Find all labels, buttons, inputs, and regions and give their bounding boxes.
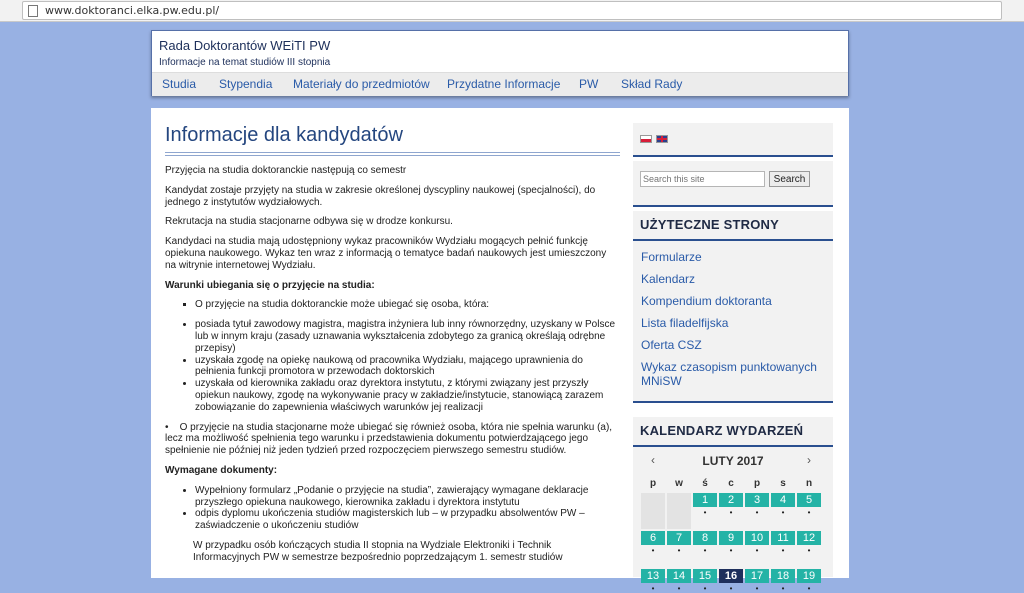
calendar-weekday: s xyxy=(780,478,786,489)
calendar-weekday: ś xyxy=(702,478,708,489)
calendar-event-dot: • xyxy=(677,546,681,555)
calendar-event-dot: • xyxy=(677,584,681,593)
search-input[interactable] xyxy=(640,171,765,187)
language-switcher xyxy=(633,123,833,157)
extra-condition-text: O przyjęcie na studia stacjonarne może ubiegać się również osoba, która nie spełnia warunku (a), lecz ma możliwość spełnienia tego warunku i przedstawienia dokumentu potwierdzającego jego spełnienie nie później niż jeden tydzień przed rozpoczęciem pierwszego semestru studiów. xyxy=(165,421,613,457)
paragraph-wykaz: Kandydaci na studia mają udostępniony wykaz pracowników Wydziału mogących pełnić funkcję opiekuna naukowego. Wykaz ten wraz z informacją o tematyce badań naukowych jest umieszczony na witrynie internetowej Wydziału. xyxy=(165,236,607,271)
calendar-event-dot: • xyxy=(703,508,707,517)
nav-studia[interactable]: Studia xyxy=(162,77,197,91)
site-subtitle: Informacje na temat studiów III stopnia xyxy=(159,57,331,68)
conditions-list xyxy=(195,319,620,413)
calendar-event-dot: • xyxy=(703,546,707,555)
calendar-empty-cell xyxy=(641,493,665,529)
paragraph-rekrutacja: Rekrutacja na studia stacjonarne odbywa się w drodze konkursu. xyxy=(165,216,453,228)
url-text[interactable]: www.doktoranci.elka.pw.edu.pl/ xyxy=(45,4,220,17)
list-item: • odpis dyplomu ukończenia studiów magisterskich lub – w przypadku absolwentów PW – zaświadczenie o ukończeniu studiów xyxy=(195,508,620,532)
calendar-day[interactable]: 15 xyxy=(693,569,717,583)
docs-note: W przypadku osób kończących studia II stopnia na Wydziale Elektroniki i Technik Informacyjnych PW w semestrze bezpośrednio poprzedzającym 1. semestr studiów xyxy=(193,539,563,563)
events-calendar-widget xyxy=(633,417,833,593)
calendar-day[interactable]: 2 xyxy=(719,493,743,507)
calendar-event-dot: • xyxy=(729,508,733,517)
search-widget xyxy=(633,161,833,207)
site-header xyxy=(151,30,849,96)
paragraph-kandydat: Kandydat zostaje przyjęty na studia w zakresie określonej dyscypliny naukowej (specjalności), do jednego z instytutów wydziałowych. xyxy=(165,184,596,208)
calendar-weekday: p xyxy=(753,478,761,489)
conditions-intro-list xyxy=(195,299,620,311)
calendar-empty-cell xyxy=(667,493,691,529)
conditions-heading: Warunki ubiegania się o przyjęcie na studia: xyxy=(165,279,375,291)
sidebar xyxy=(633,123,833,593)
list-item: • uzyskała zgodę na opiekę naukową od pracownika Wydziału, mającego uprawnienia do pełnienia funkcji promotora w przewodach doktorskich xyxy=(195,355,620,379)
calendar-day[interactable]: 5 xyxy=(797,493,821,507)
docs-heading: Wymagane dokumenty: xyxy=(165,464,278,476)
address-field[interactable] xyxy=(22,1,1002,20)
link-wykaz-czasopism[interactable]: Wykaz czasopism punktowanych MNiSW xyxy=(641,360,817,388)
calendar-event-dot: • xyxy=(729,584,733,593)
calendar-event-dot: • xyxy=(781,584,785,593)
list-item: • posiada tytuł zawodowy magistra, magistra inżyniera lub inny równorzędny, uzyskany w Polsce lub w innym kraju (zasady uznawania wykształcenia zdobytego za granicą określają odrębne przepisy) xyxy=(195,319,620,354)
useful-pages-title: UŻYTECZNE STRONY xyxy=(640,217,779,232)
main-article xyxy=(165,122,620,564)
calendar-next-icon[interactable]: › xyxy=(807,453,811,467)
link-formularze[interactable]: Formularze xyxy=(641,250,702,264)
calendar-day[interactable]: 3 xyxy=(745,493,769,507)
search-button[interactable]: Search xyxy=(769,171,810,187)
calendar-title: KALENDARZ WYDARZEŃ xyxy=(640,423,804,438)
calendar-weekday: w xyxy=(675,478,683,489)
calendar-event-dot: • xyxy=(781,508,785,517)
link-lista-filadelfijska[interactable]: Lista filadelfijska xyxy=(641,316,729,330)
site-title[interactable]: Rada Doktorantów WEiTI PW xyxy=(159,38,331,53)
link-kalendarz[interactable]: Kalendarz xyxy=(641,272,696,286)
calendar-event-dot: • xyxy=(729,546,733,555)
calendar-day[interactable]: 12 xyxy=(797,531,821,545)
page-icon xyxy=(28,5,38,17)
page-title: Informacje dla kandydatów xyxy=(165,124,403,146)
calendar-day[interactable]: 11 xyxy=(771,531,795,545)
calendar-weekday: n xyxy=(805,478,813,489)
calendar-event-dot: • xyxy=(651,584,655,593)
calendar-day[interactable]: 14 xyxy=(667,569,691,583)
content-panel xyxy=(151,108,849,593)
calendar-event-dot: • xyxy=(755,508,759,517)
nav-materialy[interactable]: Materiały do przedmiotów xyxy=(293,77,430,91)
calendar-day[interactable]: 19 xyxy=(797,569,821,583)
link-oferta-csz[interactable]: Oferta CSZ xyxy=(641,338,702,352)
link-kompendium[interactable]: Kompendium doktoranta xyxy=(641,294,772,308)
nav-sklad-rady[interactable]: Skład Rady xyxy=(621,77,683,91)
paragraph-semestr: Przyjęcia na studia doktoranckie następują co semestr xyxy=(165,165,407,176)
calendar-prev-icon[interactable]: ‹ xyxy=(651,453,655,467)
nav-pw[interactable]: PW xyxy=(579,77,599,91)
english-flag-icon[interactable] xyxy=(656,135,668,143)
calendar-day[interactable]: 13 xyxy=(641,569,665,583)
main-nav xyxy=(152,72,848,96)
calendar-event-dot: • xyxy=(807,508,811,517)
calendar-day[interactable]: 18 xyxy=(771,569,795,583)
calendar-event-dot: • xyxy=(807,584,811,593)
title-divider xyxy=(165,152,620,156)
calendar-event-dot: • xyxy=(703,584,707,593)
widget-divider xyxy=(633,445,833,447)
calendar-day[interactable]: 1 xyxy=(693,493,717,507)
docs-list xyxy=(195,485,620,532)
calendar-day[interactable]: 8 xyxy=(693,531,717,545)
calendar-day[interactable]: 17 xyxy=(745,569,769,583)
calendar-month: LUTY 2017 xyxy=(702,454,764,468)
list-item: • Wypełniony formularz „Podanie o przyjęcie na studia”, zawierający wymagane deklaracje przyszłego opiekuna naukowego, kierownika zakładu i dyrektora instytutu xyxy=(195,485,620,509)
list-item: ▪ O przyjęcie na studia doktoranckie może ubiegać się osoba, która: xyxy=(195,299,620,311)
calendar-weekday: p xyxy=(649,478,657,489)
polish-flag-icon[interactable] xyxy=(640,135,652,143)
calendar-day[interactable]: 9 xyxy=(719,531,743,545)
widget-divider xyxy=(633,239,833,241)
calendar-weekday: c xyxy=(728,478,734,489)
list-item: • uzyskała od kierownika zakładu oraz dyrektora instytutu, z którymi związany jest przyszły opiekun naukowy, zgodę na wykonywanie pracy w zakładzie/instytucie, stanowiącą zarazem zobowiązanie do zapewnienia właściwych warunków jej realizacji xyxy=(195,378,620,413)
calendar-event-dot: • xyxy=(781,546,785,555)
calendar-event-dot: • xyxy=(651,546,655,555)
extra-condition: • O przyjęcie na studia stacjonarne może ubiegać się również osoba, która nie spełnia warunku (a), lecz ma możliwość spełnienia tego warunku i przedstawienia dokumentu potwierdzającego jego spełnienie nie później niż jeden tydzień przed rozpoczęciem pierwszego semestru studiów. xyxy=(165,421,613,457)
calendar-day[interactable]: 7 xyxy=(667,531,691,545)
calendar-event-dot: • xyxy=(807,546,811,555)
nav-przydatne-informacje[interactable]: Przydatne Informacje xyxy=(447,77,561,91)
nav-stypendia[interactable]: Stypendia xyxy=(219,77,273,91)
calendar-day[interactable]: 6 xyxy=(641,531,665,545)
calendar-day[interactable]: 4 xyxy=(771,493,795,507)
calendar-day[interactable]: 10 xyxy=(745,531,769,545)
calendar-event-dot: • xyxy=(755,584,759,593)
useful-pages-widget xyxy=(633,211,833,403)
calendar-today[interactable]: 16 xyxy=(719,569,743,583)
calendar-event-dot: • xyxy=(755,546,759,555)
browser-url-bar xyxy=(0,0,1024,22)
